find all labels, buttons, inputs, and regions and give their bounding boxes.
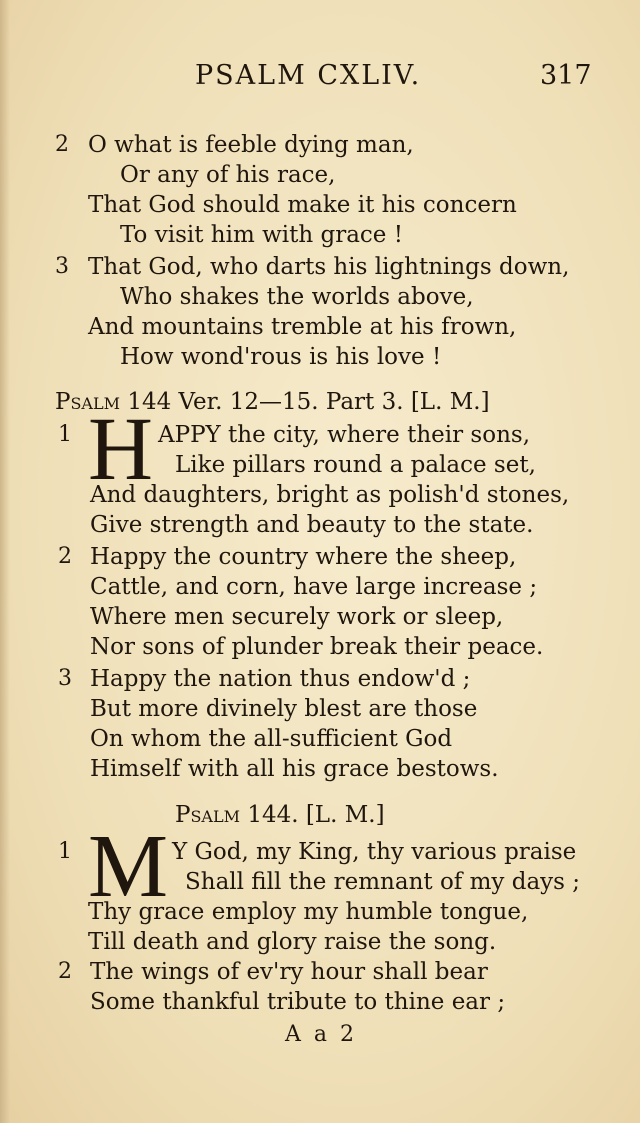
verse-line: Happy the country where the sheep, [90, 544, 517, 570]
drop-cap: M [88, 817, 169, 916]
verse-line: O what is feeble dying man, [88, 132, 414, 158]
verse-line: Nor sons of plunder break their peace. [90, 634, 544, 660]
verse-line: APPY the city, where their sons, [158, 422, 531, 448]
verse-line: Who shakes the worlds above, [120, 284, 474, 310]
verse-line: Happy the nation thus endow'd ; [90, 666, 471, 692]
verse-line: Y God, my King, thy various praise [172, 839, 577, 865]
verse-line: Himself with all his grace bestows. [90, 756, 499, 782]
verse-line: Some thankful tribute to thine ear ; [90, 989, 506, 1015]
page-header [0, 60, 640, 100]
verse-line: Thy grace employ my humble tongue, [88, 899, 529, 925]
hymn-title-psalm: Psalm [55, 389, 120, 415]
drop-cap: H [88, 400, 153, 499]
verse-number: 2 [55, 132, 69, 157]
verse-line: Till death and glory raise the song. [88, 929, 497, 955]
verse-line: Where men securely work or sleep, [90, 604, 504, 630]
verse-line: That God should make it his concern [88, 192, 517, 218]
hymn-title-rest: 144 Ver. 12—15. Part 3. [L. M.] [127, 389, 490, 415]
verse-line: To visit him with grace ! [120, 222, 403, 248]
signature-mark: A a 2 [285, 1022, 357, 1047]
verse-line: Cattle, and corn, have large increase ; [90, 574, 538, 600]
verse-line: But more divinely blest are those [90, 696, 478, 722]
verse-line: Or any of his race, [120, 162, 336, 188]
verse-line: Shall fill the remnant of my days ; [185, 869, 581, 895]
verse-number: 2 [58, 959, 72, 984]
verse-line: And mountains tremble at his frown, [88, 314, 517, 340]
page-number: 317 [540, 60, 592, 91]
verse-line: How wond'rous is his love ! [120, 344, 442, 370]
verse-line: And daughters, bright as polish'd stones, [90, 482, 570, 508]
verse-line: Give strength and beauty to the state. [90, 512, 534, 538]
verse-number: 2 [58, 544, 72, 569]
verse-line: On whom the all-sufficient God [90, 726, 453, 752]
hymn-title-rest: 144. [L. M.] [247, 802, 385, 828]
verse-number: 3 [58, 666, 72, 691]
hymn-title-psalm: Psalm [175, 802, 240, 828]
verse-line: That God, who darts his lightnings down, [88, 254, 570, 280]
page-edge-shadow [0, 0, 10, 1123]
hymn-title [175, 800, 385, 830]
running-head: PSALM CXLIV. [195, 60, 422, 91]
verse-line: Like pillars round a palace set, [175, 452, 536, 478]
verse-line: The wings of ev'ry hour shall bear [90, 959, 488, 985]
verse-number: 3 [55, 254, 69, 279]
verse-number: 1 [58, 422, 72, 447]
verse-number: 1 [58, 839, 72, 864]
